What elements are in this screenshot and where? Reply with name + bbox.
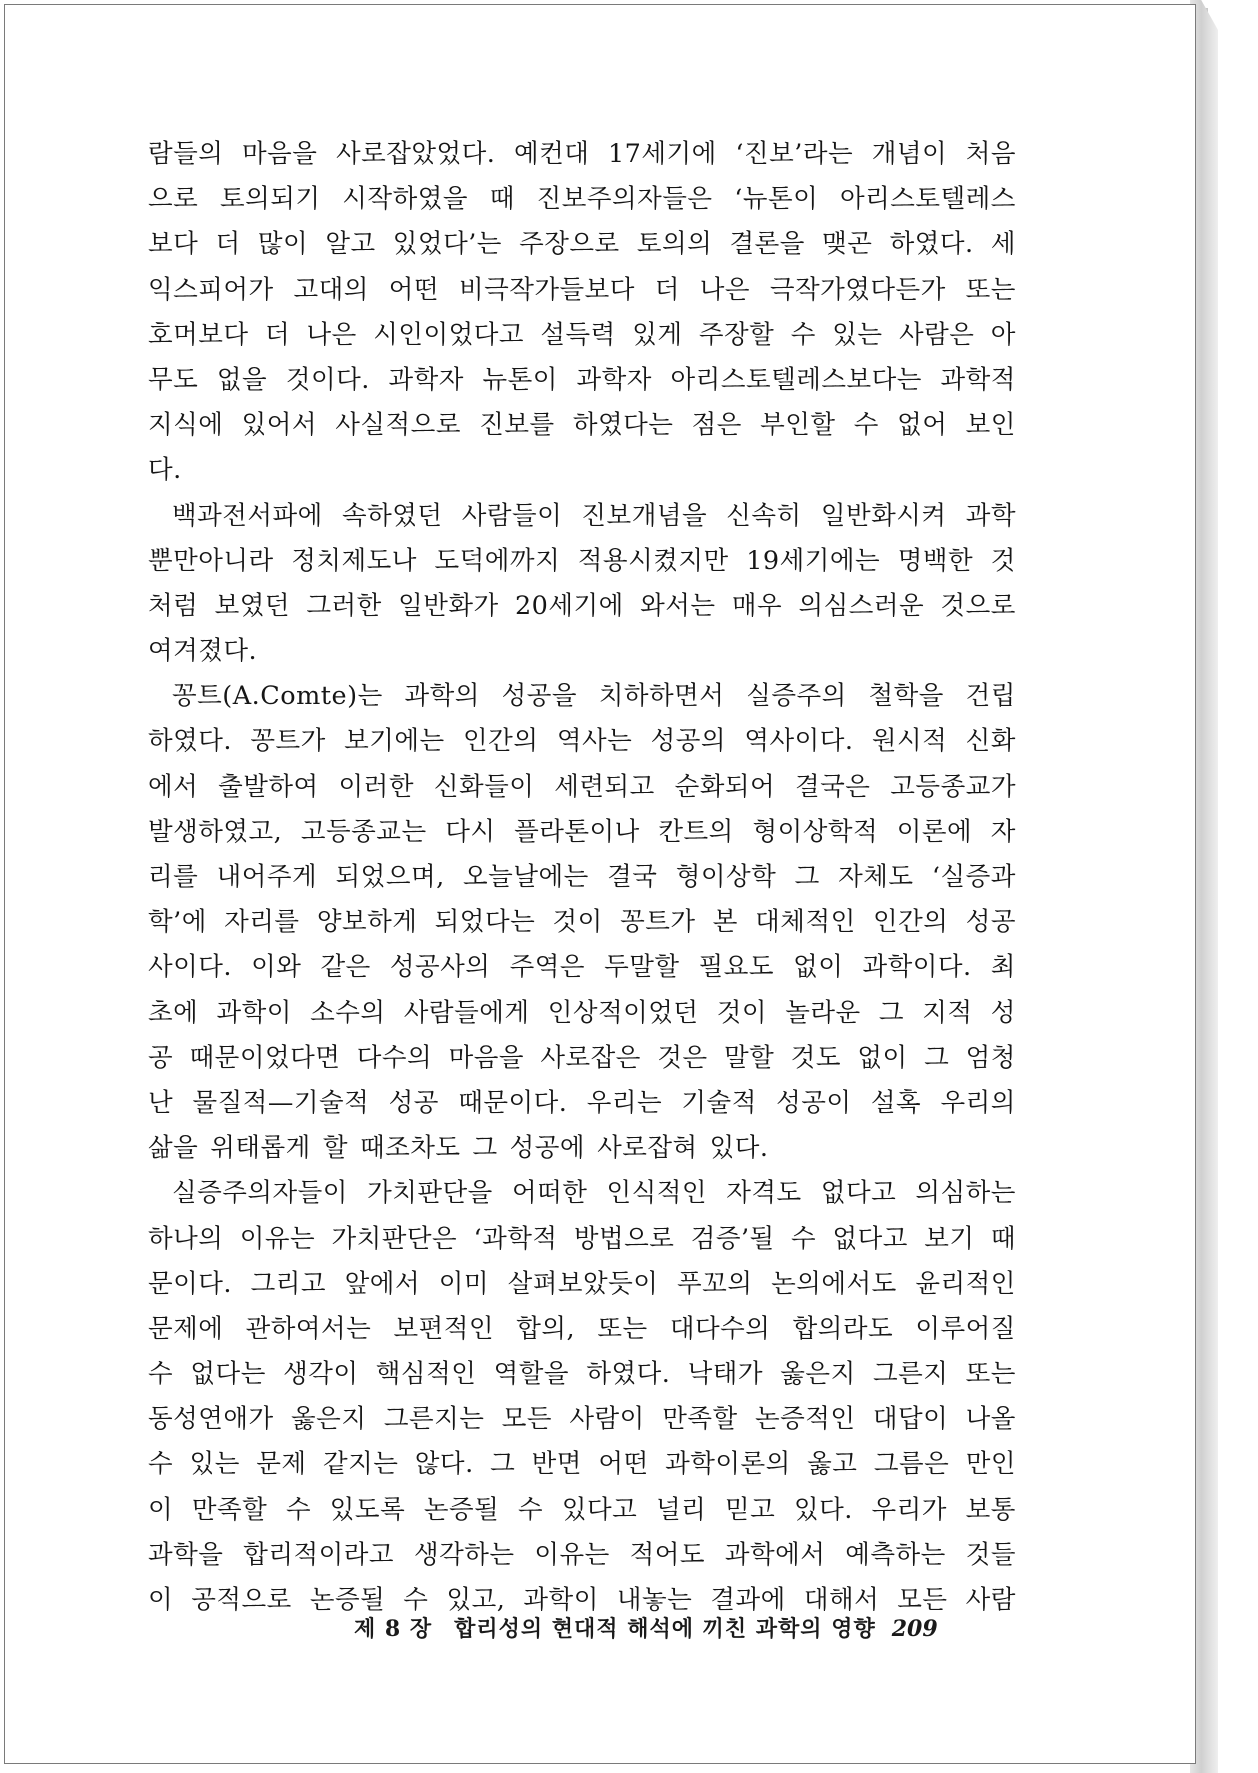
text-line: 처럼 보였던 그러한 일반화가 20세기에 와서는 매우 의심스러운 것으로 [148,590,1016,621]
text-line: 다. [148,455,182,486]
text-line: 보다 더 많이 알고 있었다’는 주장으로 토의의 결론을 맺곤 하였다. 세 [148,229,1016,260]
text-line: 공 때문이었다면 다수의 마음을 사로잡은 것은 말할 것도 없이 그 엄청 [148,1042,1016,1073]
text-line: 무도 없을 것이다. 과학자 뉴톤이 과학자 아리스토텔레스보다는 과학적 [148,364,1016,395]
text-line: 으로 토의되기 시작하였을 때 진보주의자들은 ‘뉴톤이 아리스토텔레스 [148,184,1016,215]
text-line: 동성연애가 옳은지 그른지는 모든 사람이 만족할 논증적인 대답이 나올 [148,1404,1016,1435]
text-line: 꽁트(A.Comte)는 과학의 성공을 치하하면서 실증주의 철학을 건립 [172,681,1016,712]
text-line: 수 없다는 생각이 핵심적인 역할을 하였다. 낙태가 옳은지 그른지 또는 [148,1359,1016,1390]
text-line: 익스피어가 고대의 어떤 비극작가들보다 더 나은 극작가였다든가 또는 [148,274,1016,305]
text-line: 이 만족할 수 있도록 논증될 수 있다고 널리 믿고 있다. 우리가 보통 [148,1494,1016,1525]
text-line: 문이다. 그리고 앞에서 이미 살펴보았듯이 푸꼬의 논의에서도 윤리적인 [148,1268,1016,1299]
text-line: 이 공적으로 논증될 수 있고, 과학이 내놓는 결과에 대해서 모든 사람 [148,1585,1016,1615]
text-line: 난 물질적—기술적 성공 때문이다. 우리는 기술적 성공이 설혹 우리의 [148,1087,1016,1118]
body-text [148,132,1016,1623]
text-line: 호머보다 더 나은 시인이었다고 설득력 있게 주장할 수 있는 사람은 아 [148,319,1016,350]
text-line: 하나의 이유는 가치판단은 ‘과학적 방법으로 검증’될 수 없다고 보기 때 [148,1223,1016,1254]
text-line: 삶을 위태롭게 할 때조차도 그 성공에 사로잡혀 있다. [148,1133,769,1164]
text-line: 학’에 자리를 양보하게 되었다는 것이 꽁트가 본 대체적인 인간의 성공 [148,907,1016,938]
text-line: 문제에 관하여서는 보편적인 합의, 또는 대다수의 합의라도 이루어질 [148,1313,1016,1344]
text-line: 지식에 있어서 사실적으로 진보를 하였다는 점은 부인할 수 없어 보인 [148,410,1016,441]
text-line: 백과전서파에 속하였던 사람들이 진보개념을 신속히 일반화시켜 과학 [172,500,1016,531]
text-line: 발생하였고, 고등종교는 다시 플라톤이나 칸트의 형이상학적 이론에 자 [148,816,1016,847]
text-line: 초에 과학이 소수의 사람들에게 인상적이었던 것이 놀라운 그 지적 성 [148,997,1016,1028]
chapter-label: 제 8 장 [354,1616,433,1642]
text-line: 하였다. 꽁트가 보기에는 인간의 역사는 성공의 역사이다. 원시적 신화 [148,726,1016,757]
page-footer [354,1612,938,1646]
page-number: 209 [891,1616,938,1642]
text-line: 과학을 합리적이라고 생각하는 이유는 적어도 과학에서 예측하는 것들 [148,1539,1016,1570]
text-line: 뿐만아니라 정치제도나 도덕에까지 적용시켰지만 19세기에는 명백한 것 [148,545,1016,576]
text-line: 수 있는 문제 같지는 않다. 그 반면 어떤 과학이론의 옳고 그름은 만인 [148,1449,1016,1480]
text-line: 리를 내어주게 되었으며, 오늘날에는 결국 형이상학 그 자체도 ‘실증과 [148,862,1016,892]
text-line: 에서 출발하여 이러한 신화들이 세련되고 순화되어 결국은 고등종교가 [148,771,1016,802]
text-line: 사이다. 이와 같은 성공사의 주역은 두말할 필요도 없이 과학이다. 최 [148,952,1016,983]
chapter-title: 합리성의 현대적 해석에 끼친 과학의 영향 [454,1616,876,1642]
text-line: 실증주의자들이 가치판단을 어떠한 인식적인 자격도 없다고 의심하는 [172,1178,1016,1209]
text-line: 람들의 마음을 사로잡았었다. 예컨대 17세기에 ‘진보’라는 개념이 처음 [148,139,1016,169]
text-line: 여겨졌다. [148,636,258,667]
